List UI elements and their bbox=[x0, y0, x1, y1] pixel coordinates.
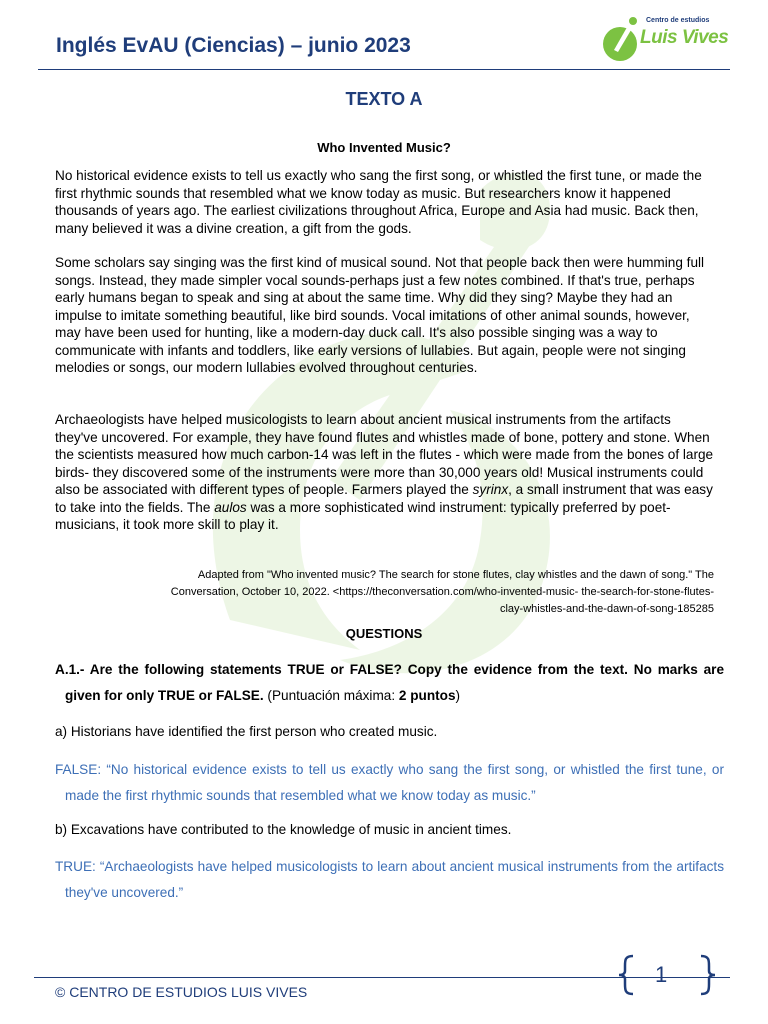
source-citation bbox=[55, 567, 714, 618]
document-header-title: Inglés EvAU (Ciencias) – junio 2023 bbox=[56, 34, 411, 57]
source-line-3: clay-whistles-and-the-dawn-of-song-185285 bbox=[499, 603, 714, 615]
paragraph-3-aulos: aulos bbox=[214, 499, 247, 515]
header-divider bbox=[38, 69, 730, 70]
paragraph-3-part1: Archaeologists have helped musicologists to learn about ancient musical instruments from the artifacts they've uncovered. For example, they have found flutes and whistles made of bone, pottery and stone. When the scientists measured how much carbon-14 was left in the flutes - which were made from the bones of large birds- they discovered some of the instruments were more than 30,000 years old! Musical instruments could also be associated with different types of people. Farmers played the bbox=[55, 412, 714, 497]
section-title: TEXTO A bbox=[345, 89, 423, 109]
paragraph-3 bbox=[55, 411, 714, 534]
paragraph-2 bbox=[55, 254, 714, 377]
instruction-bold: A.1.- Are the following statements TRUE or FALSE? Copy the evidence from the text. No marks are given for only TRUE or FALSE. bbox=[55, 662, 724, 703]
question-instruction bbox=[55, 657, 724, 709]
answer-b: TRUE: “Archaeologists have helped musicologists to learn about ancient musical instruments from the artifacts they've uncovered.” bbox=[55, 859, 724, 900]
text-title: Who Invented Music? bbox=[317, 140, 451, 155]
paragraph-1 bbox=[55, 167, 714, 237]
instruction-score: 2 puntos bbox=[398, 688, 456, 703]
paragraph-2-text: Some scholars say singing was the first kind of musical sound. Not that people back then were humming full songs. Instead, they made simpler vocal sounds-perhaps just a few notes combined. If that's true, perhaps early humans began to speak and sing at about the same time. Why did they sing? Maybe they had an impulse to imitate something beautiful, like bird sounds. Vocal imitations of other animal sounds, however, may have been used for hunting, like a modern-day duck call. It's also possible singing was a way to communicate with infants and toddlers, like early versions of lullabies. But again, people were not singing melodies or songs, our modern lullabies evolved throughout centuries. bbox=[55, 255, 705, 375]
page-number: 1 bbox=[655, 962, 668, 987]
logo-name: Luis Vives bbox=[640, 27, 729, 48]
footer-copyright: © CENTRO DE ESTUDIOS LUIS VIVES bbox=[55, 984, 308, 1000]
source-line-1: Adapted from "Who invented music? The search for stone flutes, clay whistles and the dawn of song." The bbox=[197, 569, 714, 581]
question-a: a) Historians have identified the first person who created music. bbox=[55, 724, 438, 739]
question-b: b) Excavations have contributed to the knowledge of music in ancient times. bbox=[55, 822, 512, 837]
source-line-2: Conversation, October 10, 2022. <https://theconversation.com/who-invented-music- the-search-for-stone-flutes- bbox=[170, 586, 714, 598]
paragraph-3-part2: , a small instrument that was easy to take into the fields. The bbox=[55, 482, 713, 515]
paragraph-3-syrinx: syrinx bbox=[472, 482, 509, 497]
answer-a: FALSE: “No historical evidence exists to tell us exactly who sang the first song, or whistled the first tune, or made the first rhythmic sounds that resembled what we know today as music.” bbox=[55, 762, 724, 803]
logo-subtitle: Centro de estudios bbox=[646, 17, 710, 24]
paragraph-1-text: No historical evidence exists to tell us exactly who sang the first song, or whistled the first tune, or made the first rhythmic sounds that resembled what we know today as music. But researchers know it happened thousands of years ago. The earliest civilizations throughout Africa, Europe and Asia had music. Back then, many believed it was a divine creation, a gift from the gods. bbox=[55, 168, 702, 236]
instruction-score-prefix: (Puntuación máxima: bbox=[263, 688, 399, 703]
instruction-score-suffix: ) bbox=[455, 688, 461, 703]
paragraph-3-part3: was a more sophisticated wind instrument: typically preferred by poet-musicians, it took more skill to play it. bbox=[55, 499, 671, 532]
questions-title: QUESTIONS bbox=[345, 626, 423, 641]
